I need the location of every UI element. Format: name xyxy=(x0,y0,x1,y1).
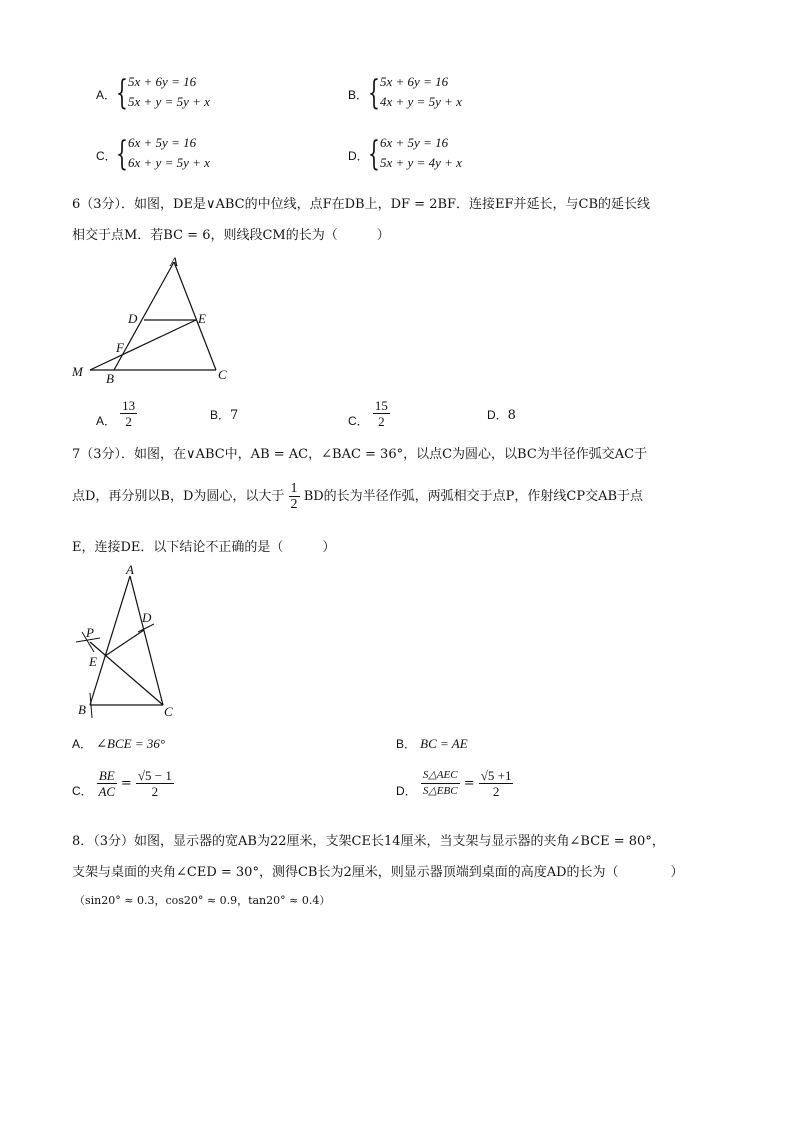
label-b: B xyxy=(78,702,86,717)
label-m: M xyxy=(72,364,83,379)
brace: { xyxy=(368,134,380,174)
segment-me xyxy=(90,320,196,370)
q6-option-d[interactable]: D．8 xyxy=(487,408,516,423)
label-f: F xyxy=(116,340,124,355)
q7-option-c[interactable]: C． $\frac{BE}{AC}$ = $\frac{√5 - 1}{2}$ xyxy=(72,768,172,799)
q7-option-d[interactable]: D． $\frac{\text{S△AEC}}{\text{S△EBC}}$ = $\frac{√5 +1}{2}$ xyxy=(396,768,512,799)
exam-page: A． { 5x + 6y = 16 5x + y = 5y + x B． { 5x + 6y = 16 4x + y = 5y + x C． { 6x + 5y = 16 6x + y = 5y + x D． { 6x + 5y = 16 5x + y = 4y + x 6（3分）．如图，DE是∨ABC的中位线，点F在DB上，DF = 2BF．连接EF并延长，与CB的延长线 相交于点M．若BC = 6，则线段CM的长为（ ） A D E F M B C A． $\frac{13}{2}$ B．7 C． $\frac{15}{2}$ D．8 7（3分）．如图，在∨ABC中，AB = AC，∠BAC = 36°，以点C为圆心，以BC为半径作弧交AC于 点D，再分别以B，D为圆心，以大于 $\frac{1}{2}$ BD的长为半径作弧，两弧相交于点P，作射线CP交AB于点 E，连接DE．以下结论不正确的是（ ） A D P E B C A． ∠BCE = 36° B． BC = AE C． $\frac{BE}{AC}$ = $\frac{√5 - 1}{2}$ D． $\frac{\text{S△AEC}}{\text{S△EBC}}$ = $\frac{√5 +1}{2}$ 8．（3分）如图，显示器的宽AB为22厘米，支架CE长14厘米，当支架与显示器的夹角∠BCE = 80°， 支架与桌面的夹角∠CED = 30°，测得CB长为2厘米，则显示器顶端到桌面的高度AD的长为（ ） （sin20° ≈ 0.3，cos20° ≈ 0.9，tan20° ≈ 0.4） xyxy=(0,0,794,1123)
fraction: $\frac{13}{2}$ xyxy=(122,398,136,429)
q6-option-b[interactable]: B．7 xyxy=(210,408,239,423)
q7-option-a[interactable]: A． ∠BCE = 36° xyxy=(72,736,166,751)
brace: { xyxy=(368,73,380,113)
q6-option-a[interactable]: A． $\frac{13}{2}$ xyxy=(96,398,136,429)
segment-ac xyxy=(130,576,163,705)
q6-option-c[interactable]: C． $\frac{15}{2}$ xyxy=(348,398,388,429)
q8-text-line2: 支架与桌面的夹角∠CED = 30°，测得CB长为2厘米，则显示器顶端到桌面的高度AD的长为（ ） xyxy=(72,865,684,880)
q6-text-line2: 相交于点M．若BC = 6，则线段CM的长为（ ） xyxy=(72,228,390,243)
brace: { xyxy=(116,134,128,174)
arc-mark-d xyxy=(138,624,154,632)
q7-figure xyxy=(68,562,198,722)
label-c: C xyxy=(218,367,227,382)
label-p: P xyxy=(86,625,94,640)
label-a: A xyxy=(170,254,178,269)
q6-figure xyxy=(66,252,246,392)
segment-ac xyxy=(174,262,216,370)
label-d: D xyxy=(128,311,138,326)
brace: { xyxy=(116,73,128,113)
q8-text-line1: 8．（3分）如图，显示器的宽AB为22厘米，支架CE长14厘米，当支架与显示器的夹角∠BCE = 80°， xyxy=(72,834,665,849)
segment-ab xyxy=(90,576,130,705)
fraction: $\frac{15}{2}$ xyxy=(374,398,388,429)
q7-text-line2: 点D，再分别以B，D为圆心，以大于 $\frac{1}{2}$ BD的长为半径作弧，两弧相交于点P，作射线CP交AB于点 xyxy=(72,481,644,512)
label-c: C xyxy=(164,704,173,719)
q7-option-b[interactable]: B． BC = AE xyxy=(396,736,468,751)
q7-text-line1: 7（3分）．如图，在∨ABC中，AB = AC，∠BAC = 36°，以点C为圆心，以BC为半径作弧交AC于 xyxy=(72,447,648,462)
label-e: E xyxy=(89,654,97,669)
label-a: A xyxy=(126,562,134,577)
fraction-rhs: $\frac{√5 +1}{2}$ xyxy=(480,768,512,799)
q8-text-line3: （sin20° ≈ 0.3，cos20° ≈ 0.9，tan20° ≈ 0.4） xyxy=(74,894,331,907)
q6-text-line1: 6（3分）．如图，DE是∨ABC的中位线，点F在DB上，DF = 2BF．连接EF并延长，与CB的延长线 xyxy=(72,197,651,212)
fraction-lhs: $\frac{\text{S△AEC}}{\text{S△EBC}}$ xyxy=(422,769,458,797)
q7-text-line3: E，连接DE．以下结论不正确的是（ ） xyxy=(72,540,336,555)
label-d: D xyxy=(142,610,152,625)
ray-cp xyxy=(90,642,163,705)
segment-de xyxy=(105,630,144,656)
fraction-rhs: $\frac{√5 - 1}{2}$ xyxy=(137,768,172,799)
fraction-half: $\frac{1}{2}$ xyxy=(290,481,298,512)
fraction-lhs: $\frac{BE}{AC}$ xyxy=(98,768,116,799)
label-b: B xyxy=(106,371,114,386)
label-e: E xyxy=(198,311,206,326)
